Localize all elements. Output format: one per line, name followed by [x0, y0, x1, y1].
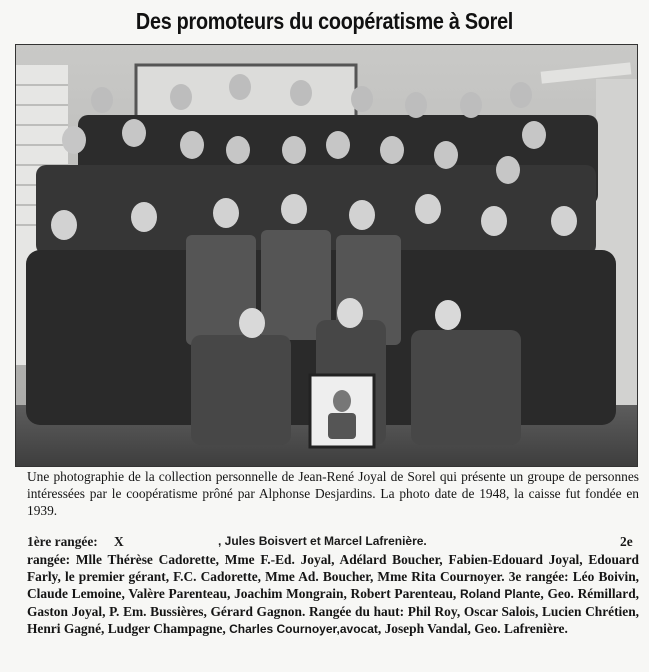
name-charles-cournoyer: Charles Cournoyer,avocat	[229, 622, 378, 636]
first-row-label: 1ère rangée:	[27, 534, 98, 549]
rows-listing	[27, 551, 639, 638]
group-photograph	[15, 44, 638, 467]
second-row-number: 2e	[620, 534, 633, 549]
rows-part-1: rangée: Mlle Thérèse Cadorette, Mme F.-Ed. Joyal, Adélard Boucher, Fabien-Edouard Joyal, Edouard Farly, le premier gérant, F.C. Cadorette, Mme Ad. Boucher, Mme Rita Cournoyer. 3e rangée: Léo Boivin, Claude Lemoine, Valère Parenteau, Joachim Mongrain, Robert Parenteau,	[27, 552, 639, 601]
photo-caption: Une photographie de la collection personnelle de Jean-René Joyal de Sorel qui présente un groupe de personnes intéressées par le coopératisme prôné par Alphonse Desjardins. La photo date de 1948, la caisse fut fondée en 1939.	[27, 469, 639, 518]
rows-part-3: , Joseph Vandal, Geo. Lafrenière.	[377, 621, 568, 636]
first-row-names: , Jules Boisvert et Marcel Lafrenière.	[218, 534, 427, 548]
first-row-marker: X	[114, 534, 124, 549]
name-roland-plante: Roland Plante	[460, 587, 541, 601]
headline: Des promoteurs du coopératisme à Sorel	[135, 8, 514, 34]
rows-part-2: , Geo. Rémillard, Gaston Joyal, P. Em. Bussières, Gérard Gagnon. Rangée du haut: Phil Roy, Oscar Salois, Lucien Chrétien, Henri Gagné, Ludger Champagne,	[27, 586, 639, 636]
